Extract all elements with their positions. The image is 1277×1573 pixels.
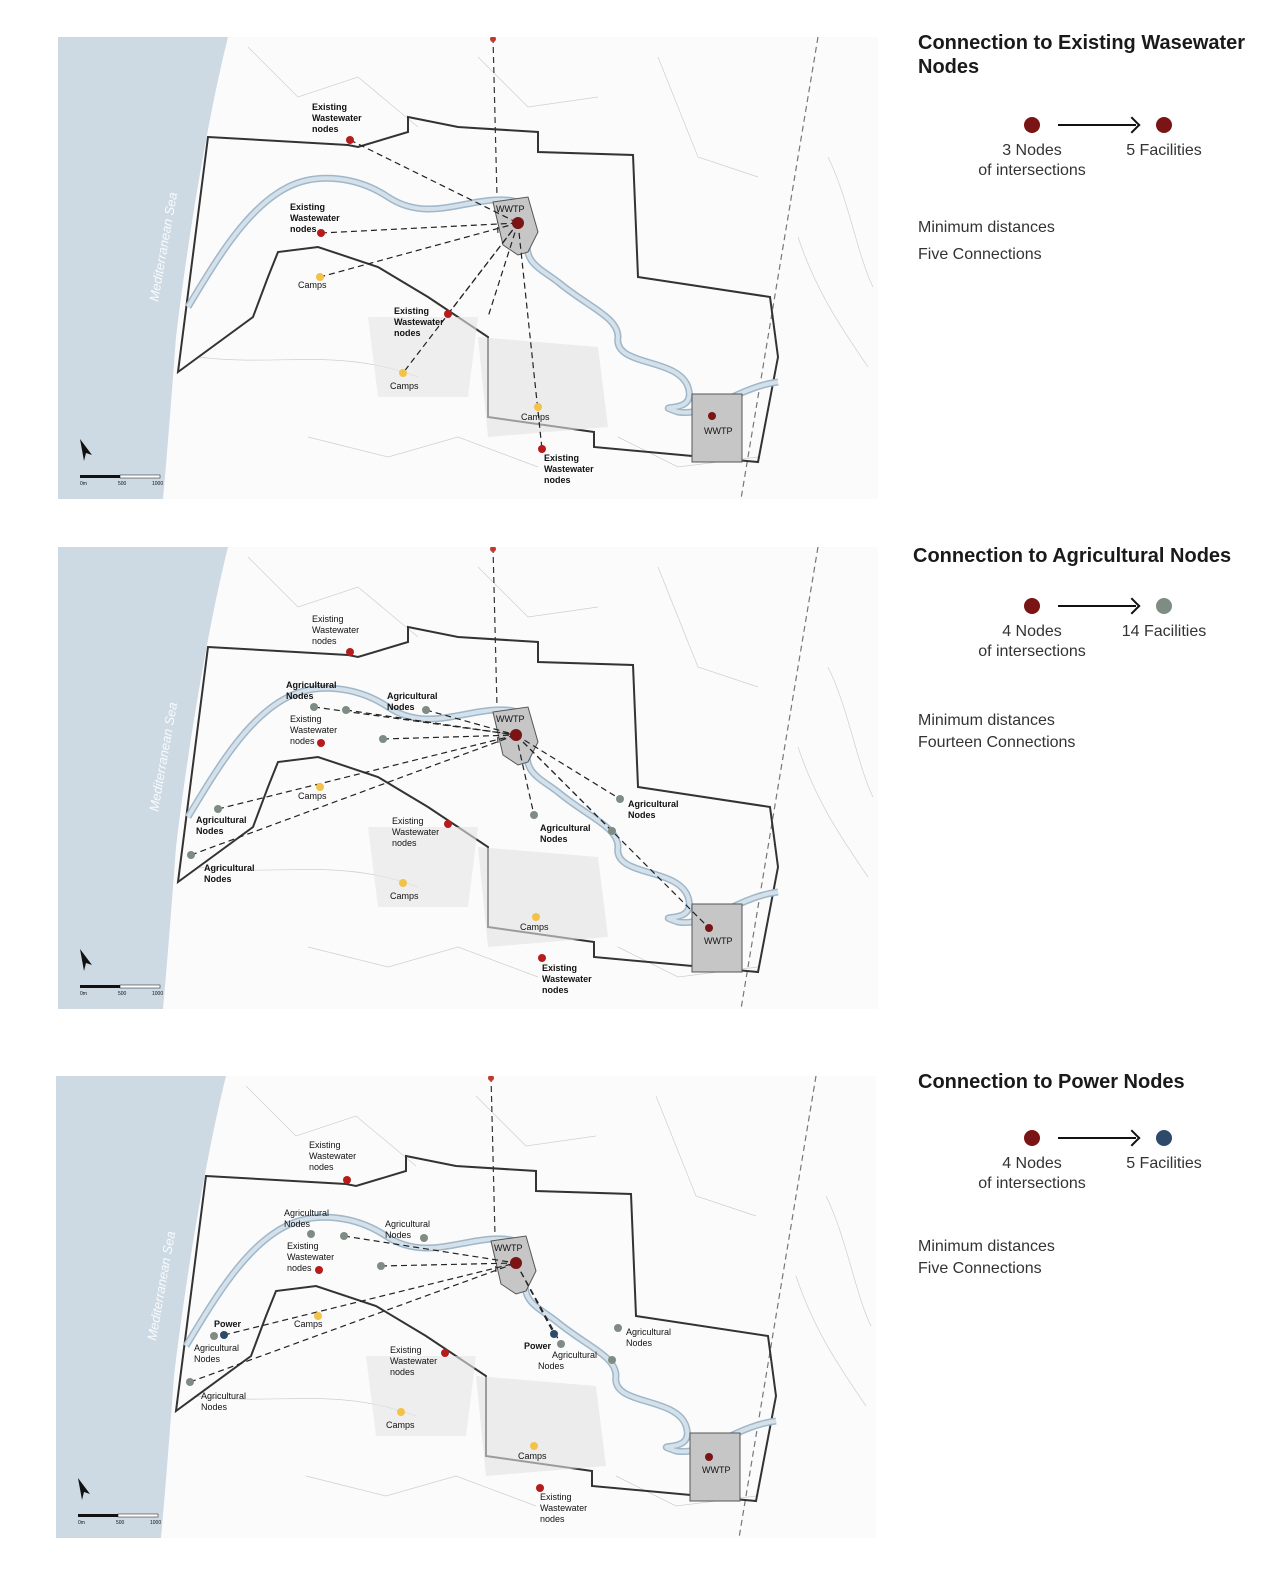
intersection-node: [512, 217, 524, 229]
existing-label-line: Existing: [309, 1140, 341, 1150]
existing-label-line: Existing: [390, 1345, 422, 1355]
agricultural-label-line: Nodes: [201, 1402, 228, 1412]
existing-wastewater-node: [441, 1349, 449, 1357]
target-node-dot: [1156, 1130, 1172, 1146]
camps-label: Camps: [518, 1451, 547, 1461]
agricultural-label-line: Nodes: [385, 1230, 412, 1240]
map-svg: [56, 1076, 876, 1538]
agricultural-label-line: Agricultural: [284, 1208, 330, 1218]
source-node-dot: [1024, 1130, 1040, 1146]
existing-label-line: nodes: [312, 636, 337, 646]
source-caption: of intersections: [978, 643, 1086, 660]
target-count: 5 Facilities: [1126, 142, 1202, 159]
arrow-head-icon: [1124, 598, 1141, 615]
agricultural-node: [420, 1234, 428, 1242]
existing-wastewater-node: [536, 1484, 544, 1492]
camp-node: [399, 369, 407, 377]
target-node-dot: [1156, 598, 1172, 614]
camps-label: Camps: [298, 280, 327, 290]
existing-label-line: Wastewater: [290, 213, 340, 223]
panel-power: [0, 1046, 1277, 1566]
agricultural-node: [340, 1232, 348, 1240]
flow-diagram: [918, 1130, 1268, 1220]
existing-label-line: Existing: [290, 714, 322, 724]
target-count: 5 Facilities: [1126, 1155, 1202, 1172]
agricultural-label-line: Agricultural: [626, 1327, 672, 1337]
existing-wastewater-node: [317, 229, 325, 237]
agricultural-label-line: Nodes: [626, 1338, 653, 1348]
existing-label-line: nodes: [394, 328, 421, 338]
existing-wastewater-node: [444, 820, 452, 828]
existing-label-line: Wastewater: [392, 827, 440, 837]
scale-label: 0m: [80, 991, 87, 997]
existing-wastewater-node: [315, 1266, 323, 1274]
existing-label-line: Wastewater: [312, 625, 360, 635]
wwtp-label: WWTP: [496, 714, 525, 724]
agricultural-label-line: Agricultural: [201, 1391, 247, 1401]
legend-agricultural: [913, 544, 1263, 754]
map-wastewater: [58, 37, 878, 499]
agricultural-label-line: Agricultural: [204, 863, 255, 873]
scale-bar: [80, 475, 120, 478]
wwtp-label: WWTP: [494, 1243, 523, 1253]
agricultural-label-line: Agricultural: [194, 1343, 240, 1353]
intersection-node: [510, 1257, 522, 1269]
agricultural-node: [379, 735, 387, 743]
flow-diagram: [913, 598, 1263, 688]
source-node-dot: [1024, 598, 1040, 614]
agricultural-node: [186, 1378, 194, 1386]
existing-label-line: Wastewater: [390, 1356, 438, 1366]
intersection-node: [705, 924, 713, 932]
scale-label: 500: [118, 991, 127, 997]
scale-label: 500: [118, 481, 127, 487]
existing-label-line: Existing: [540, 1492, 572, 1502]
note-distance: Minimum distances: [918, 219, 1055, 236]
camps-label: Camps: [386, 1420, 415, 1430]
agricultural-label-line: Nodes: [196, 826, 224, 836]
wwtp-label: WWTP: [704, 936, 733, 946]
agricultural-label-line: Agricultural: [628, 799, 679, 809]
note-connections: Five Connections: [918, 1260, 1042, 1277]
camps-label: Camps: [521, 412, 550, 422]
camps-label: Camps: [390, 891, 419, 901]
existing-wastewater-node: [538, 445, 546, 453]
source-caption: of intersections: [978, 1175, 1086, 1192]
agricultural-node: [614, 1324, 622, 1332]
power-label: Power: [214, 1319, 242, 1329]
camps-label: Camps: [294, 1319, 323, 1329]
agricultural-node: [210, 1332, 218, 1340]
agricultural-label-line: Agricultural: [552, 1350, 598, 1360]
agricultural-label-line: Nodes: [628, 810, 656, 820]
wwtp-label: WWTP: [496, 204, 525, 214]
existing-label-line: nodes: [309, 1162, 334, 1172]
existing-label-line: nodes: [290, 224, 317, 234]
source-count: 4 Nodes: [1002, 623, 1062, 640]
intersection-node: [708, 412, 716, 420]
agricultural-label-line: Nodes: [387, 702, 415, 712]
camp-node: [532, 913, 540, 921]
agricultural-node: [377, 1262, 385, 1270]
existing-wastewater-node: [317, 739, 325, 747]
existing-wastewater-node: [343, 1176, 351, 1184]
scale-label: 0m: [78, 1520, 85, 1526]
agricultural-label-line: Nodes: [194, 1354, 221, 1364]
scale-label: 1000: [152, 991, 164, 997]
agricultural-label-line: Nodes: [540, 834, 568, 844]
agricultural-label-line: Agricultural: [387, 691, 438, 701]
source-caption: of intersections: [978, 162, 1086, 179]
scale-label: 0m: [80, 481, 87, 487]
source-node-dot: [1024, 117, 1040, 133]
camp-node: [534, 403, 542, 411]
map-power: [56, 1076, 876, 1538]
existing-label-line: Existing: [542, 963, 578, 973]
legend-wastewater: [918, 31, 1268, 266]
existing-label-line: Existing: [394, 306, 430, 316]
existing-label-line: Existing: [544, 453, 580, 463]
existing-wastewater-node: [538, 954, 546, 962]
sea-label: Mediterranean Sea: [144, 1230, 179, 1342]
agricultural-node: [307, 1230, 315, 1238]
flow-diagram: [918, 117, 1268, 207]
note-distance: Minimum distances: [918, 1238, 1055, 1255]
camps-label: Camps: [520, 922, 549, 932]
existing-label-line: Wastewater: [309, 1151, 357, 1161]
panel-title: Connection to Power Nodes: [918, 1071, 1185, 1093]
panel-title: Connection to Existing Wasewater Nodes: [918, 32, 1246, 78]
existing-label-line: nodes: [542, 985, 569, 995]
existing-label-line: nodes: [290, 736, 315, 746]
camps-label: Camps: [390, 381, 419, 391]
existing-label-line: nodes: [540, 1514, 565, 1524]
agricultural-node: [310, 703, 318, 711]
map-svg: [58, 547, 878, 1009]
existing-label-line: nodes: [312, 124, 339, 134]
power-node: [550, 1330, 558, 1338]
agricultural-label-line: Agricultural: [385, 1219, 431, 1229]
agricultural-node: [530, 811, 538, 819]
existing-label-line: Existing: [312, 614, 344, 624]
existing-label-line: Wastewater: [394, 317, 444, 327]
camp-node: [530, 1442, 538, 1450]
existing-label-line: nodes: [287, 1263, 312, 1273]
agricultural-node: [616, 795, 624, 803]
intersection-node: [510, 729, 522, 741]
agricultural-node: [342, 706, 350, 714]
power-label: Power: [524, 1341, 552, 1351]
existing-wastewater-node: [346, 136, 354, 144]
scale-label: 1000: [150, 1520, 162, 1526]
arrow-head-icon: [1124, 117, 1141, 134]
source-count: 3 Nodes: [1002, 142, 1062, 159]
agricultural-label-line: Nodes: [284, 1219, 311, 1229]
existing-label-line: Wastewater: [540, 1503, 588, 1513]
agricultural-node: [187, 851, 195, 859]
existing-label-line: Wastewater: [544, 464, 594, 474]
note-connections: Fourteen Connections: [918, 734, 1076, 751]
legend-power: [918, 1070, 1268, 1280]
map-svg: [58, 37, 878, 499]
panel-agricultural: [0, 520, 1277, 1030]
existing-label-line: Existing: [312, 102, 348, 112]
wwtp-label: WWTP: [702, 1465, 731, 1475]
agricultural-label-line: Nodes: [286, 691, 314, 701]
agricultural-node: [214, 805, 222, 813]
target-count: 14 Facilities: [1121, 623, 1207, 640]
camps-label: Camps: [298, 791, 327, 801]
scale-bar: [80, 985, 120, 988]
source-count: 4 Nodes: [1002, 1155, 1062, 1172]
existing-label-line: Existing: [392, 816, 424, 826]
panel-wastewater: [0, 0, 1277, 510]
agricultural-label-line: Nodes: [204, 874, 232, 884]
agricultural-node: [608, 827, 616, 835]
map-agricultural: [58, 547, 878, 1009]
existing-label-line: Wastewater: [287, 1252, 335, 1262]
agricultural-label-line: Agricultural: [196, 815, 247, 825]
note-connections: Five Connections: [918, 246, 1042, 263]
target-node-dot: [1156, 117, 1172, 133]
agricultural-label-line: Nodes: [538, 1361, 565, 1371]
existing-label-line: Wastewater: [542, 974, 592, 984]
camp-node: [397, 1408, 405, 1416]
scale-bar: [78, 1514, 118, 1517]
existing-label-line: nodes: [390, 1367, 415, 1377]
agricultural-node: [422, 706, 430, 714]
panel-title: Connection to Agricultural Nodes: [913, 545, 1232, 567]
arrow-head-icon: [1124, 1130, 1141, 1147]
agricultural-node: [557, 1340, 565, 1348]
camp-node: [316, 783, 324, 791]
existing-wastewater-node: [346, 648, 354, 656]
sea-label: Mediterranean Sea: [146, 701, 181, 813]
camp-node: [399, 879, 407, 887]
agricultural-label-line: Agricultural: [540, 823, 591, 833]
sea-label: Mediterranean Sea: [146, 191, 181, 303]
agricultural-node: [608, 1356, 616, 1364]
existing-label-line: nodes: [544, 475, 571, 485]
intersection-node: [705, 1453, 713, 1461]
agricultural-label-line: Agricultural: [286, 680, 337, 690]
scale-label: 500: [116, 1520, 125, 1526]
power-node: [220, 1331, 228, 1339]
scale-label: 1000: [152, 481, 164, 487]
existing-label-line: Existing: [290, 202, 326, 212]
existing-label-line: nodes: [392, 838, 417, 848]
existing-label-line: Wastewater: [290, 725, 338, 735]
existing-label-line: Wastewater: [312, 113, 362, 123]
existing-label-line: Existing: [287, 1241, 319, 1251]
existing-wastewater-node: [444, 310, 452, 318]
wwtp-label: WWTP: [704, 426, 733, 436]
note-distance: Minimum distances: [918, 712, 1055, 729]
